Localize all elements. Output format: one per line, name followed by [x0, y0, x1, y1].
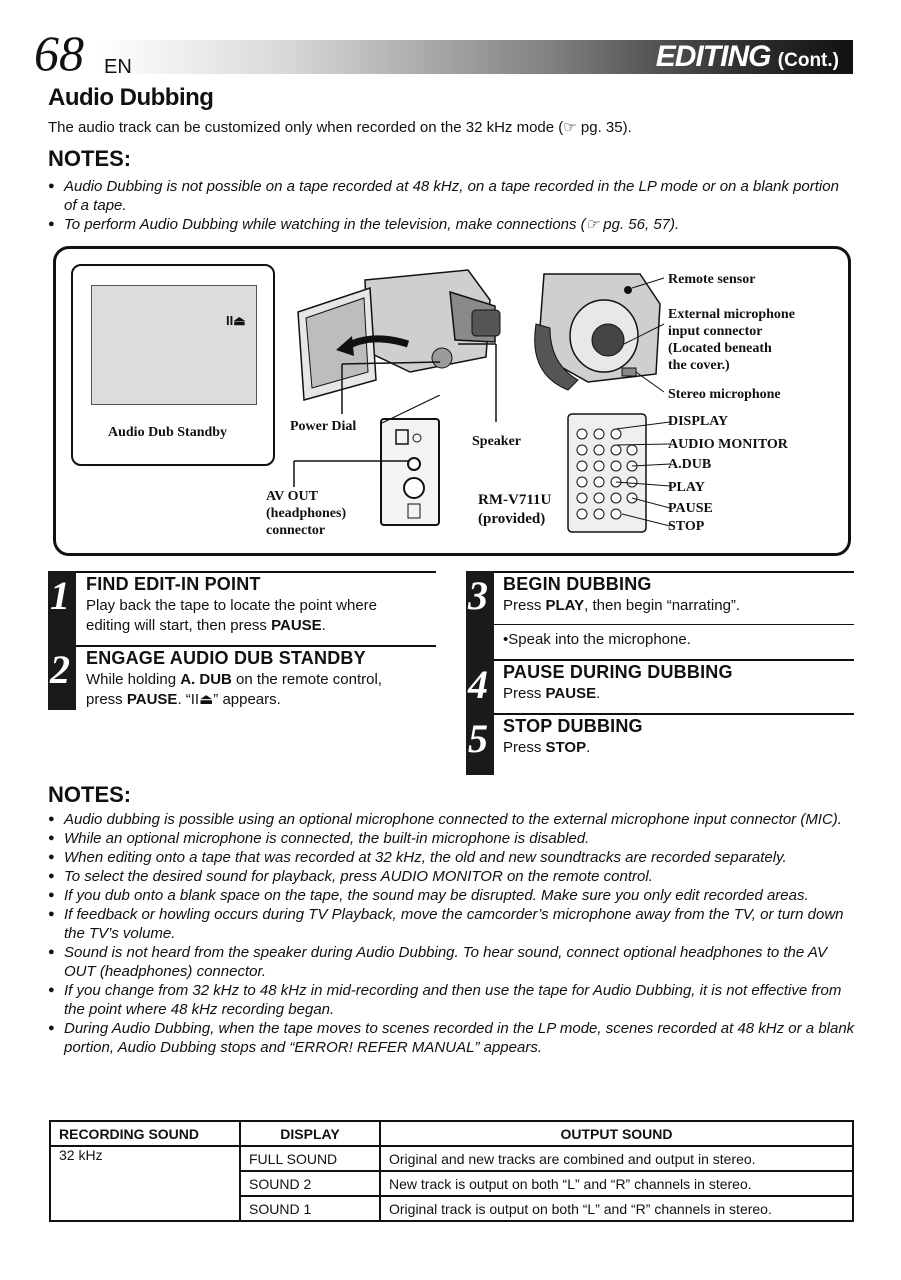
step-1-body-line	[86, 616, 377, 636]
text: .	[321, 617, 326, 634]
notes-top-list	[48, 177, 848, 234]
step-2-body-line	[86, 690, 382, 710]
notes-bottom-heading: NOTES:	[48, 782, 132, 807]
note-item: ● If you change from 32 kHz to 48 kHz in mid-recording and then use the tape for Audio Dubbing, it is not effective from the point where 48 kHz recording began.	[48, 981, 856, 1019]
step-rule	[494, 713, 854, 715]
step-5-body	[503, 738, 590, 758]
step-1-title: FIND EDIT-IN POINT	[86, 574, 261, 594]
step-1-body	[86, 596, 377, 636]
intro-text: The audio track can be customized only when recorded on the 32 kHz mode (☞ pg. 35).	[48, 119, 632, 136]
note-item: ● If feedback or howling occurs during TV Playback, move the camcorder’s microphone away from the TV, or turn down the TV’s volume.	[48, 905, 856, 943]
step-2-title: ENGAGE AUDIO DUB STANDBY	[86, 648, 366, 668]
remote-label-adub: A.DUB	[668, 457, 712, 472]
page-language: EN	[104, 56, 132, 78]
text: Press	[503, 739, 546, 756]
table-header-row	[50, 1121, 853, 1146]
text: . “II⏏” appears.	[177, 691, 281, 708]
text: .	[596, 685, 601, 702]
remote-control-illustration	[566, 412, 670, 534]
note-item: ● To perform Audio Dubbing while watching in the television, make connections (☞ pg. 56, 57).	[48, 215, 848, 234]
step-1-number: 1	[50, 573, 70, 618]
step-1-body-line: Play back the tape to locate the point where	[86, 597, 378, 614]
remote-label-display: DISPLAY	[668, 414, 729, 429]
recording-cell: 32 kHz	[50, 1146, 240, 1221]
step-4-body	[503, 684, 600, 704]
note-item: ● While an optional microphone is connected, the built-in microphone is disabled.	[48, 829, 856, 848]
col-display: DISPLAY	[240, 1121, 380, 1146]
stereo-mic-label: Stereo microphone	[668, 387, 781, 402]
step-thin-rule	[494, 624, 854, 625]
step-2-body-line	[86, 670, 382, 690]
step-5-title: STOP DUBBING	[503, 716, 643, 736]
text: press	[86, 691, 127, 708]
step-rule	[76, 645, 436, 647]
note-item: ● During Audio Dubbing, when the tape moves to scenes recorded in the LP mode, scenes recorded at 48 kHz or a blank portion, Audio Dubbing stops and “ERROR! REFER MANUAL” appears.	[48, 1019, 856, 1057]
text: Press	[503, 685, 546, 702]
lens-icon	[592, 324, 624, 356]
remote-provided-label: (provided)	[478, 511, 546, 527]
remote-label-stop: STOP	[668, 519, 705, 534]
output-cell: Original and new tracks are combined and output in stereo.	[380, 1146, 853, 1171]
step-5-number: 5	[468, 716, 488, 761]
stop-keyword: STOP	[545, 739, 587, 756]
screen-label: Audio Dub Standby	[108, 425, 228, 440]
remote-label-audio-monitor: AUDIO MONITOR	[668, 437, 788, 452]
page-subtitle: Audio Dubbing	[48, 84, 214, 111]
remote-label-pause: PAUSE	[668, 501, 713, 516]
output-cell: New track is output on both “L” and “R” channels in stereo.	[380, 1171, 853, 1196]
section-title-cont: (Cont.)	[777, 50, 839, 71]
note-item: ● Sound is not heard from the speaker during Audio Dubbing. To hear sound, connect optional headphones to the AV OUT (headphones) connector.	[48, 943, 856, 981]
step-2-number: 2	[50, 647, 70, 692]
dv-jack-icon	[408, 504, 420, 518]
display-cell: SOUND 2	[240, 1171, 380, 1196]
step-4-number: 4	[468, 662, 488, 707]
note-item: ● When editing onto a tape that was recorded at 32 kHz, the old and new soundtracks are recorded separately.	[48, 848, 856, 867]
pause-keyword: PAUSE	[126, 691, 178, 708]
step-4-title: PAUSE DURING DUBBING	[503, 662, 733, 682]
remote-sensor-label: Remote sensor	[668, 272, 756, 287]
page-number: 68	[34, 25, 84, 81]
speaker-label: Speaker	[472, 434, 521, 449]
step-3-bullet: •Speak into the microphone.	[503, 631, 691, 648]
output-sound-table	[49, 1120, 854, 1222]
ext-mic-line-4: the cover.)	[668, 358, 730, 373]
remote-label-play: PLAY	[668, 480, 705, 495]
col-output-sound: OUTPUT SOUND	[380, 1121, 853, 1146]
adub-keyword: A. DUB	[180, 671, 232, 688]
text: editing will start, then press	[86, 617, 272, 634]
step-3-body	[503, 596, 740, 616]
section-title-text: EDITING	[655, 40, 771, 73]
step-3-number: 3	[468, 573, 488, 618]
table-row	[50, 1146, 853, 1171]
output-cell: Original track is output on both “L” and “R” channels in stereo.	[380, 1196, 853, 1221]
remote-sensor-icon	[624, 286, 632, 294]
text: Press	[503, 597, 546, 614]
text: on the remote control,	[231, 671, 382, 688]
stereo-mic-icon	[622, 368, 636, 376]
display-cell: SOUND 1	[240, 1196, 380, 1221]
pause-keyword: PAUSE	[271, 617, 322, 634]
lcd-screen	[91, 285, 257, 405]
step-3-title: BEGIN DUBBING	[503, 574, 652, 594]
text: .	[586, 739, 591, 756]
pause-keyword: PAUSE	[545, 685, 597, 702]
camcorder-front-illustration	[528, 264, 668, 394]
av-out-label	[266, 488, 346, 539]
lcd-monitor-open	[298, 288, 376, 400]
audio-dub-indicator-icon: II⏏	[226, 313, 246, 328]
av-out-line-1: AV OUT	[266, 489, 319, 504]
ext-mic-line-3: (Located beneath	[668, 341, 772, 356]
note-item: ● If you dub onto a blank space on the tape, the sound may be disrupted. Make sure you only edit recorded areas.	[48, 886, 856, 905]
step-rule	[494, 571, 854, 573]
leader-lines	[290, 395, 440, 495]
power-dial-icon	[432, 348, 452, 368]
remote-model-label: RM-V711U	[478, 492, 552, 508]
col-recording-sound: RECORDING SOUND	[50, 1121, 240, 1146]
av-out-line-3: connector	[266, 523, 326, 538]
note-item: ● To select the desired sound for playback, press AUDIO MONITOR on the remote control.	[48, 867, 856, 886]
note-item: ● Audio dubbing is possible using an optional microphone connected to the external microphone input connector (MIC).	[48, 810, 856, 829]
notes-bottom-list	[48, 810, 856, 1057]
ext-mic-label	[668, 306, 795, 374]
step-rule	[76, 571, 436, 573]
text: , then begin “narrating”.	[584, 597, 741, 614]
ext-mic-line-1: External microphone	[668, 307, 795, 322]
ext-mic-line-2: input connector	[668, 324, 763, 339]
step-rule	[494, 659, 854, 661]
play-keyword: PLAY	[545, 597, 585, 614]
power-dial-label: Power Dial	[290, 419, 357, 434]
notes-top-heading: NOTES:	[48, 146, 132, 171]
step-2-body	[86, 670, 382, 710]
display-cell: FULL SOUND	[240, 1146, 380, 1171]
av-out-line-2: (headphones)	[266, 506, 347, 521]
section-title	[656, 40, 839, 78]
text: While holding	[86, 671, 181, 688]
note-item: ● Audio Dubbing is not possible on a tape recorded at 48 kHz, on a tape recorded in the LP mode or on a blank portion of a tape.	[48, 177, 848, 215]
